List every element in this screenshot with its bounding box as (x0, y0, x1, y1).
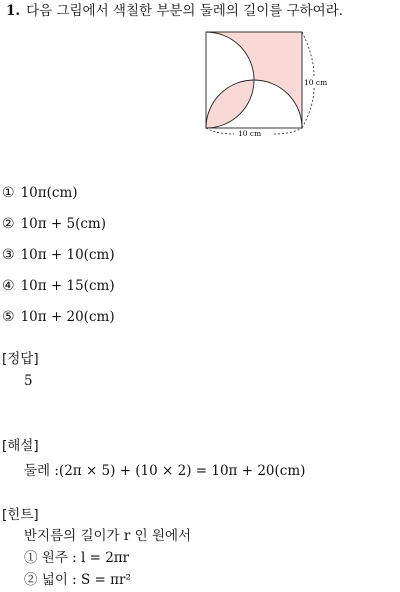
choice-text: 10π(cm) (20, 185, 78, 201)
choice-1[interactable] (2, 183, 115, 214)
choice-2[interactable] (2, 214, 115, 245)
question-number: 1. (6, 3, 21, 19)
hint-line-area: ② 넓이 : S = πr² (24, 572, 131, 588)
shaded-region-diagram (200, 26, 335, 138)
explanation-header: [해설] (2, 438, 39, 454)
width-label: 10 cm (238, 129, 262, 138)
choice-text: 10π + 15(cm) (20, 278, 115, 294)
question-text: 다음 그림에서 색칠한 부분의 둘레의 길이를 구하여라. (26, 3, 344, 19)
choice-text: 10π + 5(cm) (20, 216, 106, 232)
height-label: 10 cm (304, 78, 328, 87)
hint-line-circumference: ① 원주 : l = 2πr (24, 550, 130, 566)
hint-line-radius: 반지름의 길이가 r 인 원에서 (24, 528, 192, 544)
choice-5[interactable] (2, 307, 115, 338)
choice-text: 10π + 20(cm) (20, 309, 115, 325)
choice-mark: ② (2, 216, 15, 232)
figure (200, 26, 335, 138)
shaded-lower-lens (206, 80, 254, 128)
explanation-text: 둘레 :(2π × 5) + (10 × 2) = 10π + 20(cm) (24, 463, 306, 479)
choice-mark: ① (2, 185, 15, 201)
choice-mark: ⑤ (2, 309, 15, 325)
answer-header: [정답] (2, 351, 39, 367)
choice-text: 10π + 10(cm) (20, 247, 115, 263)
answer-value: 5 (24, 373, 33, 389)
choice-4[interactable] (2, 276, 115, 307)
choice-mark: ④ (2, 278, 15, 294)
question-stem (6, 2, 398, 20)
choice-3[interactable] (2, 245, 115, 276)
hint-body (24, 526, 191, 592)
choice-mark: ③ (2, 247, 15, 263)
choice-list (2, 183, 115, 338)
hint-header: [힌트] (2, 507, 39, 523)
